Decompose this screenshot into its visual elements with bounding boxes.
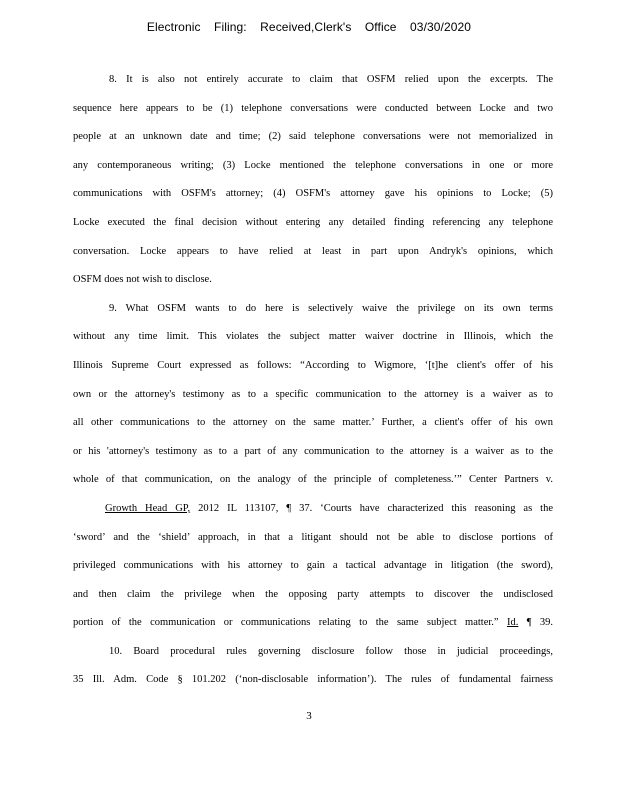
text-line: without any time limit. This violates the subject matter waiver doctrine in Illinois, which the [73,331,553,343]
text-line: privileged communications with his attorney to gain a tactical advantage in litigation (the sword), [73,560,553,572]
text-line: communications with OSFM's attorney; (4) OSFM's attorney gave his opinions to Locke; (5) [73,188,553,200]
text-line: 9. What OSFM wants to do here is selectively waive the privilege on its own terms [109,302,553,314]
text-line: OSFM does not wish to disclose. [73,274,212,286]
text-line: ‘sword’ and the ‘shield’ approach, in that a litigant should not be able to disclose portions of [73,531,553,543]
text-line: or his 'attorney's testimony as to a part of any communication to the attorney is a waiver as to the [73,445,553,457]
text-line: Illinois Supreme Court expressed as follows: “According to Wigmore, ‘[t]he client's offer of his [73,359,553,371]
text-line: sequence here appears to be (1) telephone conversations were conducted between Locke and two [73,102,553,114]
text-line: and then claim the privilege when the opposing party attempts to discover the undisclosed [73,588,553,600]
text-fragment: portion of the communication or communications relating to the same subject matter.” [73,617,499,629]
text-line [73,613,553,642]
text-fragment: ¶ 39. [526,617,553,629]
text-line: conversation. Locke appears to have relied at least in part upon Andryk's opinions, which [73,245,553,257]
text-line: 35 Ill. Adm. Code § 101.202 (‘non-disclosable information’). The rules of fundamental fairness [73,674,553,686]
page-number: 3 [306,710,312,722]
text-line [73,499,553,528]
document-body [73,70,553,699]
id-citation: Id. [506,617,519,629]
text-line: people at an unknown date and time; (2) said telephone conversations were not memorialized in [73,131,553,143]
text-line: all other communications to the attorney on the same matter.’ Further, a client's offer of his own [73,417,553,429]
text-line: own or the attorney's testimony as to a specific communication to the attorney is a waiver as to [73,388,553,400]
case-name: Growth Head GP, [104,502,191,514]
text-line: whole of that communication, on the analogy of the principle of completeness.’” Center Partners v. [73,474,553,486]
text-line: 10. Board procedural rules governing disclosure follow those in judicial proceedings, [109,645,553,657]
text-line: Locke executed the final decision without entering any detailed finding referencing any telephone [73,216,553,228]
text-line: 8. It is also not entirely accurate to claim that OSFM relied upon the excerpts. The [109,74,553,85]
filing-header: Electronic Filing: Received,Clerk's Office 03/30/2020 [146,20,472,34]
case-citation: 2012 IL 113107, ¶ 37. ‘Courts have characterized this reasoning as the [198,502,553,514]
text-line: any contemporaneous writing; (3) Locke mentioned the telephone conversations in one or more [73,159,553,171]
